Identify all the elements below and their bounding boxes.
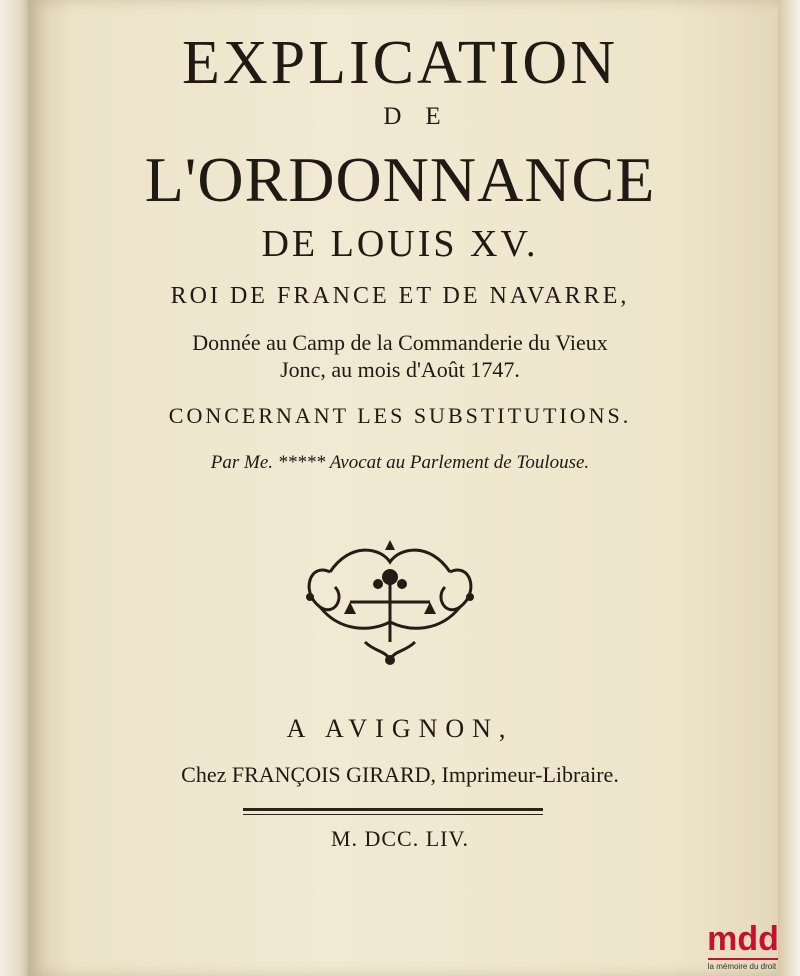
floral-vignette-icon [290,532,490,672]
title-explication: EXPLICATION [182,29,618,97]
place-line: A AVIGNON, [286,714,514,743]
year-line: M. DCC. LIV. [330,826,470,851]
logo-tagline: la mémoire du droit [707,962,777,971]
title-de: DE [383,103,465,130]
concerning-line: CONCERNANT LES SUBSTITUTIONS. [168,403,632,428]
title-ordonnance: L'ORDONNANCE [144,144,656,215]
mdd-logo [700,920,786,972]
given-line-1: Donnée au Camp de la Commanderie du Vieux [192,330,608,355]
logo-bar [708,958,778,960]
given-line-2: Jonc, au mois d'Août 1747. [280,357,520,382]
double-rule-thin [243,814,543,815]
title-louis: DE LOUIS XV. [261,223,539,265]
double-rule-thick [243,808,543,811]
printer-line: Chez FRANÇOIS GIRARD, Imprimeur-Libraire. [181,762,619,787]
author-line: Par Me. ***** Avocat au Parlement de Toulouse. [210,452,590,473]
logo-letters: mdd [707,920,779,958]
title-roi: ROI DE FRANCE ET DE NAVARRE, [170,283,630,309]
